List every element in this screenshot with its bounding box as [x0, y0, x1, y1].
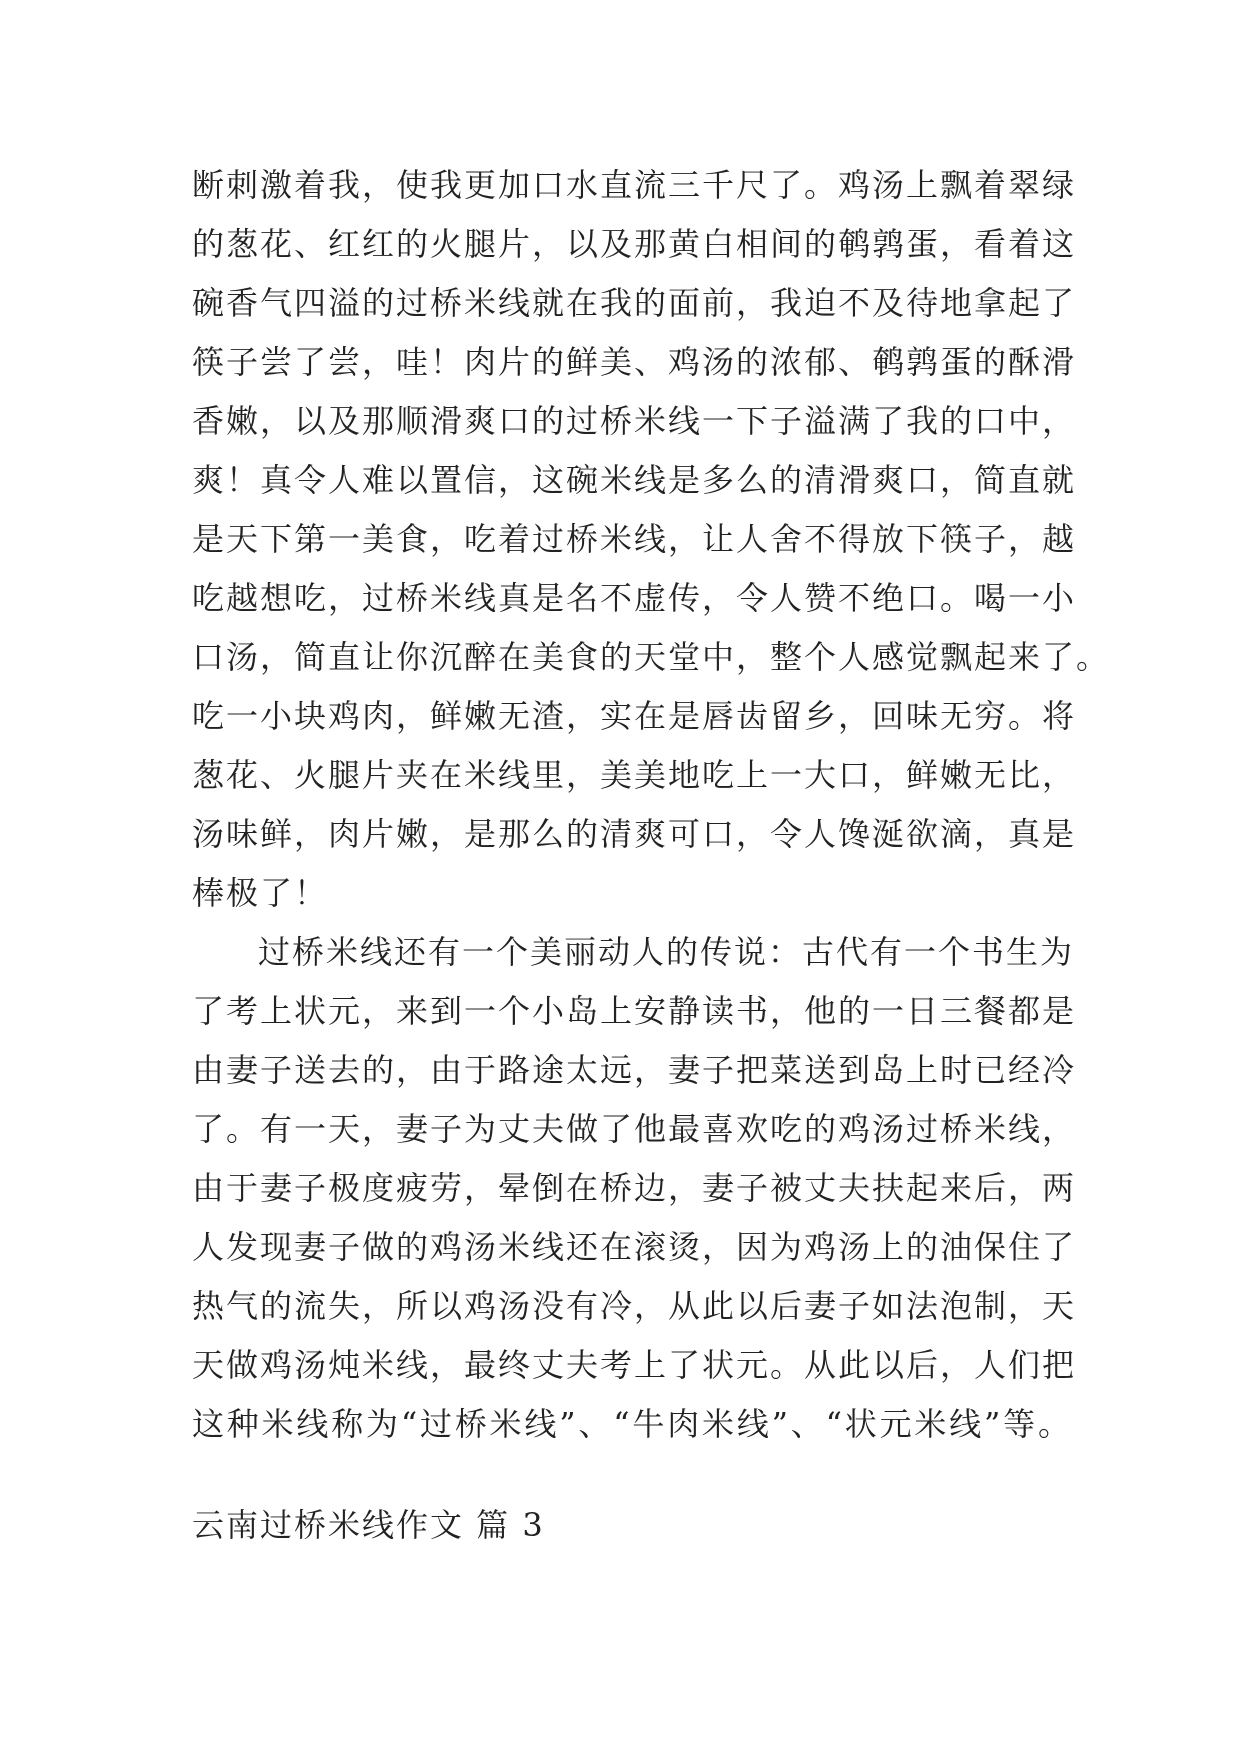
body-text	[192, 156, 1111, 1454]
paragraph-1	[192, 156, 1111, 923]
text-line: 的葱花、红红的火腿片，以及那黄白相间的鹌鹑蛋，看着这	[192, 225, 1077, 263]
text-line: 碗香气四溢的过桥米线就在我的面前，我迫不及待地拿起了	[192, 284, 1077, 322]
text-line: 爽！真令人难以置信，这碗米线是多么的清滑爽口，简直就	[192, 461, 1077, 499]
text-line: 断刺激着我，使我更加口水直流三千尺了。鸡汤上飘着翠绿	[192, 166, 1077, 204]
text-line: 了。有一天，妻子为丈夫做了他最喜欢吃的鸡汤过桥米线，	[192, 1110, 1077, 1148]
paragraph-2	[192, 923, 1077, 1454]
text-line: 葱花、火腿片夹在米线里，美美地吃上一大口，鲜嫩无比，	[192, 756, 1077, 794]
text-line: 筷子尝了尝，哇！肉片的鲜美、鸡汤的浓郁、鹌鹑蛋的酥滑	[192, 343, 1077, 381]
text-line: 棒极了！	[192, 874, 329, 912]
text-line: 了考上状元，来到一个小岛上安静读书，他的一日三餐都是	[192, 992, 1077, 1030]
text-line: 吃一小块鸡肉，鲜嫩无渣，实在是唇齿留乡，回味无穷。将	[192, 697, 1077, 735]
text-line: 是天下第一美食，吃着过桥米线，让人舍不得放下筷子，越	[192, 520, 1077, 558]
text-line: 由妻子送去的，由于路途太远，妻子把菜送到岛上时已经冷	[192, 1051, 1077, 1089]
text-line: 这种米线称为“过桥米线”、“牛肉米线”、“状元米线”等。	[192, 1405, 1072, 1443]
text-line: 汤味鲜，肉片嫩，是那么的清爽可口，令人馋涎欲滴，真是	[192, 815, 1077, 853]
text-line: 过桥米线还有一个美丽动人的传说：古代有一个书生为	[258, 933, 1075, 971]
text-line: 口汤，简直让你沉醉在美食的天堂中，整个人感觉飘起来了。	[192, 638, 1111, 676]
text-line: 香嫩，以及那顺滑爽口的过桥米线一下子溢满了我的口中，	[192, 402, 1077, 440]
text-line: 由于妻子极度疲劳，晕倒在桥边，妻子被丈夫扶起来后，两	[192, 1169, 1077, 1207]
section-heading: 云南过桥米线作文 篇 3	[192, 1506, 545, 1544]
text-line: 天做鸡汤炖米线，最终丈夫考上了状元。从此以后，人们把	[192, 1346, 1077, 1384]
text-line: 人发现妻子做的鸡汤米线还在滚烫，因为鸡汤上的油保住了	[192, 1228, 1077, 1266]
text-line: 热气的流失，所以鸡汤没有冷，从此以后妻子如法泡制，天	[192, 1287, 1077, 1325]
text-line: 吃越想吃，过桥米线真是名不虚传，令人赞不绝口。喝一小	[192, 579, 1077, 617]
